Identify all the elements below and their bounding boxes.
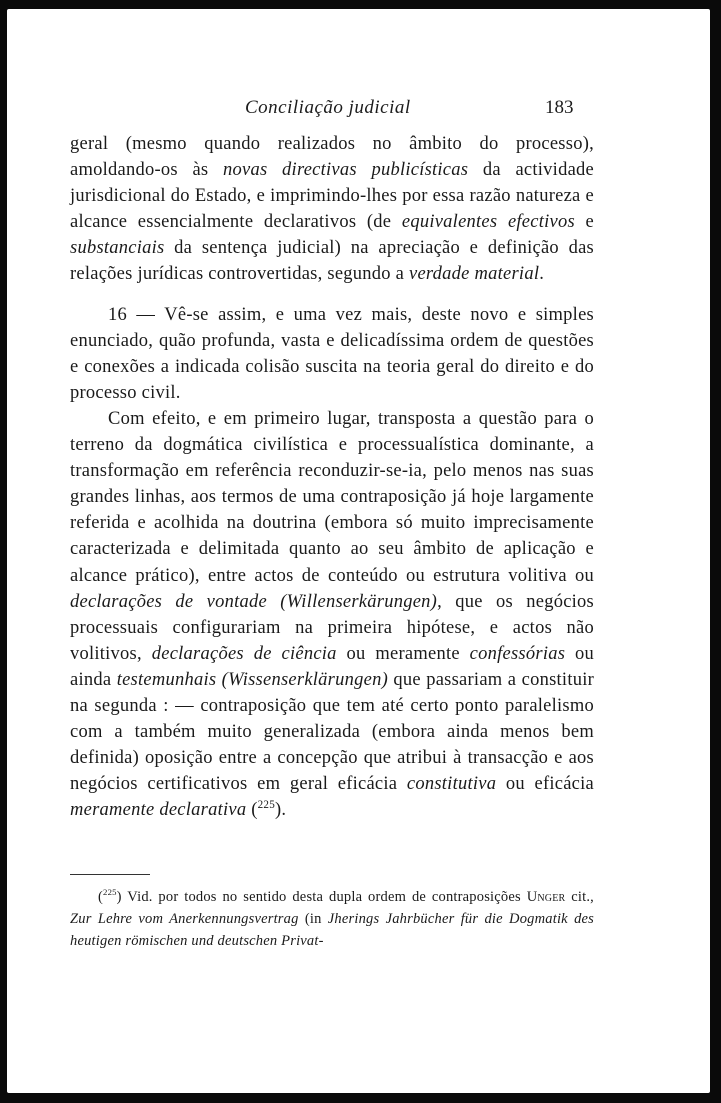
text-run: . <box>539 264 545 285</box>
footnotes <box>70 886 594 952</box>
book-page <box>7 9 710 1093</box>
author-name: Unger <box>526 889 566 905</box>
text-run: da actividade jurisdicional do Estado, e imprimindo-lhes por essa razão natureza e alcance essencialmente declarativos (de <box>70 160 594 233</box>
journal-title: Jherings Jahrbücher für die Dogmatik des heutigen römischen und deutschen Privat- <box>70 911 595 949</box>
page-number: 183 <box>545 97 574 118</box>
text-run: que passariam a constituir na segunda : — contraposição que tem até certo ponto paralelismo com a também muito generalizada (embora ainda menos bem definida) oposição entre a concepção que atribui à transacção e aos negócios certificativos em geral eficácia <box>70 669 595 795</box>
page-header <box>7 97 710 127</box>
paragraph-3 <box>70 406 594 824</box>
italic-run: declarações de vontade (Willenserkärungen) <box>70 591 438 612</box>
body-text <box>70 131 594 823</box>
italic-run: verdade material <box>409 264 540 285</box>
text-run: ). <box>275 800 287 821</box>
text-run: (in <box>298 911 328 927</box>
text-run: Com efeito, e em primeiro lugar, transposta a questão para o terreno da dogmática civilística e processualística dominante, a transformação em referência reconduzir-se-ia, pelo menos nas suas grandes linhas, aos termos de uma contraposição já hoje largamente referida e acolhida na doutrina (embora só muito imprecisamente caracterizada e delimitada quanto ao seu âmbito de aplicação e alcance prático), entre actos de conteúdo ou estrutura volitiva ou <box>70 408 594 586</box>
text-run: ou eficácia <box>496 774 594 795</box>
italic-run: equivalentes efectivos <box>401 212 575 233</box>
running-title: Conciliação judicial <box>245 97 411 118</box>
text-run: e <box>574 212 594 233</box>
text-run: cit., <box>565 889 594 905</box>
italic-run: confessórias <box>469 643 566 664</box>
footnote-225: ($^{225}$) Vid. por todos no sentido desta dupla ordem de contraposições Unger cit., Zur Lehre vom Anerkennungsvertrag (in Jherings Jahrbücher für die Dogmatik des heutigen römischen und deutschen Privat- <box>70 887 595 949</box>
footnote-marker: 225 <box>103 887 117 898</box>
text-run: geral (mesmo quando realizados no âmbito do processo), amoldando-os às <box>70 134 594 181</box>
italic-run: declarações de ciência <box>151 643 337 664</box>
italic-run: substanciais <box>70 238 165 259</box>
text-run: Vid. por todos no sentido desta dupla ordem de contraposições <box>121 889 527 905</box>
italic-run: novas directivas publicísticas <box>223 160 469 181</box>
paragraph-2 <box>70 302 594 406</box>
italic-run: testemunhais (Wissenserklärungen) <box>116 669 388 690</box>
footnote-divider <box>70 874 150 875</box>
text-run: , que os negócios processuais configurariam na primeira hipótese, e actos não volitivos, <box>70 591 594 664</box>
text-run: ( <box>246 800 258 821</box>
paragraph-1 <box>70 131 594 288</box>
work-title: Zur Lehre vom Anerkennungsvertrag <box>70 911 299 927</box>
text-run: ou meramente <box>336 643 470 664</box>
italic-run: constitutiva <box>406 774 497 795</box>
text-run: da sentença judicial) na apreciação e definição das relações jurídicas controvertidas, segundo a <box>70 238 594 285</box>
text-run: ou ainda <box>70 643 594 690</box>
text-run: 16 — Vê-se assim, e uma vez mais, deste novo e simples enunciado, quão profunda, vasta e delicadíssima ordem de questões e conexões a indicada colisão suscita na teoria geral do direito e do processo civil. <box>70 304 594 403</box>
italic-run: meramente declarativa <box>70 800 247 821</box>
footnote-reference[interactable]: 225 <box>257 799 276 812</box>
